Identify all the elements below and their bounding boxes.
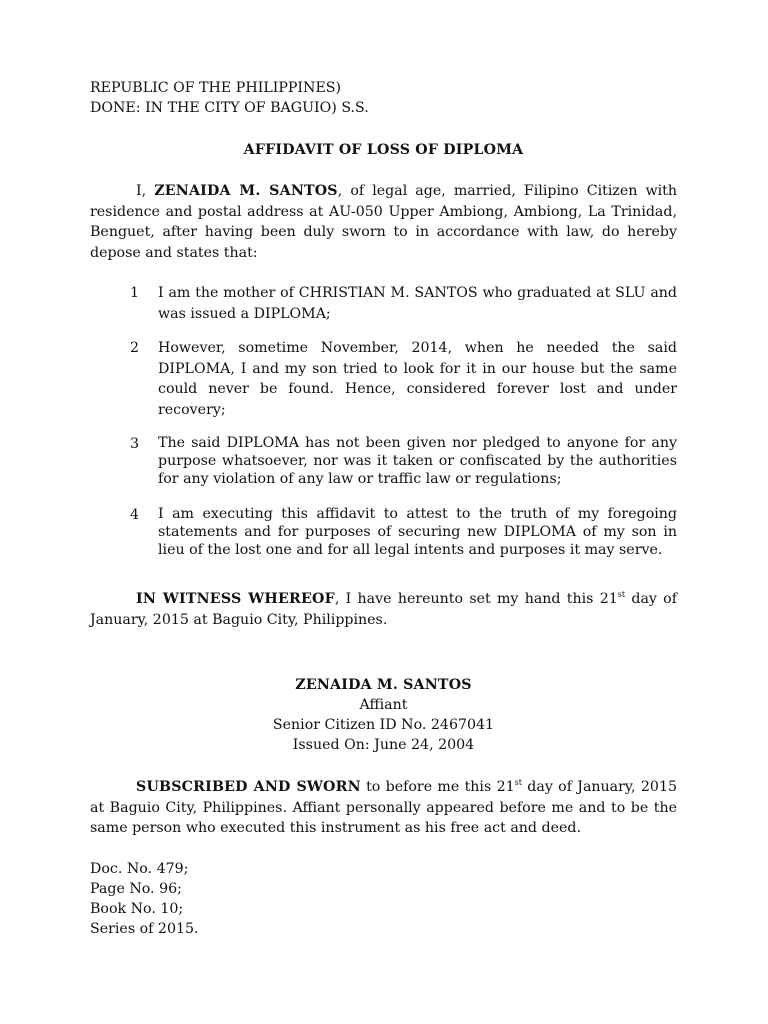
item-number: 4 [130,507,140,523]
doc-number: Doc. No. 479; [90,861,189,877]
ordinal-suffix: st [514,778,522,787]
intro-prefix: I, [136,183,155,199]
intro-paragraph [90,181,677,263]
jurat-heading: SUBSCRIBED AND SWORN [136,779,361,795]
item-text: I am the mother of CHRISTIAN M. SANTOS who graduated at SLU and was issued a DIPLOMA; [158,285,677,322]
item-text: The said DIPLOMA has not been given nor pledged to anyone for any purpose whatsoever, nor was it taken or confiscated by the authorities for any violation of any law or traffic law or regulations; [158,435,677,487]
document-title: AFFIDAVIT OF LOSS OF DIPLOMA [243,142,524,158]
header-republic: REPUBLIC OF THE PHILIPPINES) [90,80,342,96]
intro-body: , of legal age, married, Filipino Citizen with residence and postal address at AU-050 Upper Ambiong, Ambiong, La Trinidad, Benguet, after having been duly sworn to in accordance with law, do hereby depose and states that: [90,183,677,261]
page-number: Page No. 96; [90,881,182,897]
affiant-name: ZENAIDA M. SANTOS [154,183,338,199]
item-text: I am executing this affidavit to attest to the truth of my foregoing statements and for purposes of securing new DIPLOMA of my son in lieu of the lost one and for all legal intents and purposes it may serve. [158,506,677,558]
ordinal-suffix: st [617,590,626,599]
jurat-paragraph [90,777,677,839]
header-venue: DONE: IN THE CITY OF BAGUIO) S.S. [90,100,369,116]
witness-paragraph [90,589,677,630]
series-year: Series of 2015. [90,921,199,937]
book-number: Book No. 10; [90,901,184,917]
item-number: 3 [130,436,140,452]
signature-role: Affiant [359,697,408,713]
signature-id: Senior Citizen ID No. 2467041 [272,717,495,733]
jurat-text-end: day of January, 2015 at Baguio City, Philippines. Affiant personally appeared before me and to be the same person who executed this instrument as his free act and deed. [90,779,677,836]
jurat-text: to before me this 21 [360,779,515,795]
item-number: 2 [130,340,140,356]
witness-heading: IN WITNESS WHEREOF [136,591,335,607]
item-number: 1 [130,285,140,301]
signature-issued: Issued On: June 24, 2004 [292,737,475,753]
item-text: However, sometime November, 2014, when he needed the said DIPLOMA, I and my son tried to look for it in our house but the same could never be found. Hence, considered forever lost and under recovery; [158,340,677,418]
witness-text-end: day of January, 2015 at Baguio City, Philippines. [90,591,677,628]
witness-text: , I have hereunto set my hand this 21 [334,591,618,607]
signature-name: ZENAIDA M. SANTOS [295,677,472,693]
